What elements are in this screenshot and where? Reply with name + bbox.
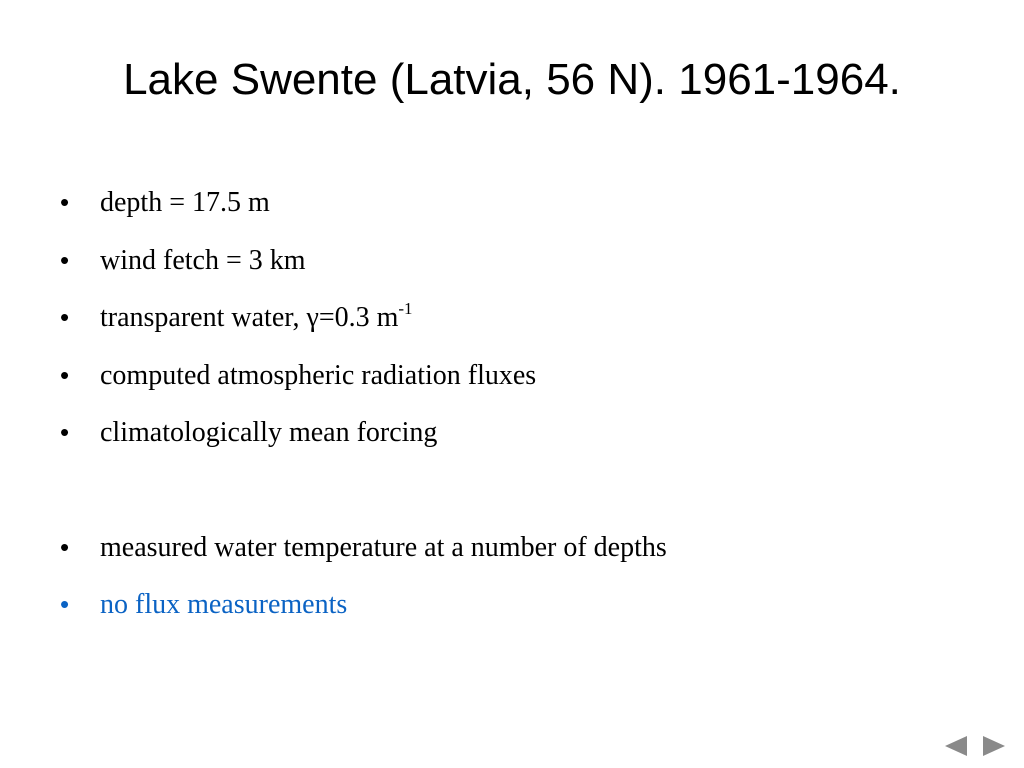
bullet-text: transparent water, γ=0.3 m: [100, 302, 399, 333]
bullet-marker: •: [60, 302, 70, 332]
bullet-marker: •: [60, 187, 70, 217]
previous-slide-button[interactable]: [942, 734, 970, 758]
bullet-item: [60, 353, 667, 411]
bullet-item: [60, 180, 667, 238]
triangle-left-icon: [943, 735, 969, 757]
bullet-marker: •: [60, 531, 70, 562]
slide-title: Lake Swente (Latvia, 56 N). 1961-1964.: [123, 55, 901, 104]
bullet-item-highlighted: [60, 582, 667, 640]
superscript-exponent: -1: [398, 299, 413, 318]
bullet-text: no flux measurements: [100, 589, 348, 620]
bullet-marker: •: [60, 589, 70, 619]
bullet-item: [60, 525, 667, 583]
bullet-text-with-superscript: [100, 296, 413, 340]
bullet-marker: •: [60, 417, 70, 447]
bullet-text: depth = 17.5 m: [100, 187, 270, 218]
bullet-text: climatologically mean forcing: [100, 417, 438, 448]
bullet-marker: •: [60, 244, 70, 275]
bullet-text: wind fetch = 3 km: [100, 244, 306, 276]
bullet-item: [60, 295, 667, 353]
triangle-right-icon: [981, 735, 1007, 757]
bullet-text: computed atmospheric radiation fluxes: [100, 359, 537, 391]
bullet-item: [60, 410, 667, 468]
bullet-item: [60, 238, 667, 296]
bullet-marker: •: [60, 359, 70, 390]
bullet-text: measured water temperature at a number of depths: [100, 531, 667, 563]
next-slide-button[interactable]: [980, 734, 1008, 758]
bullet-list: [60, 180, 667, 640]
slide-navigation: [942, 734, 1008, 758]
